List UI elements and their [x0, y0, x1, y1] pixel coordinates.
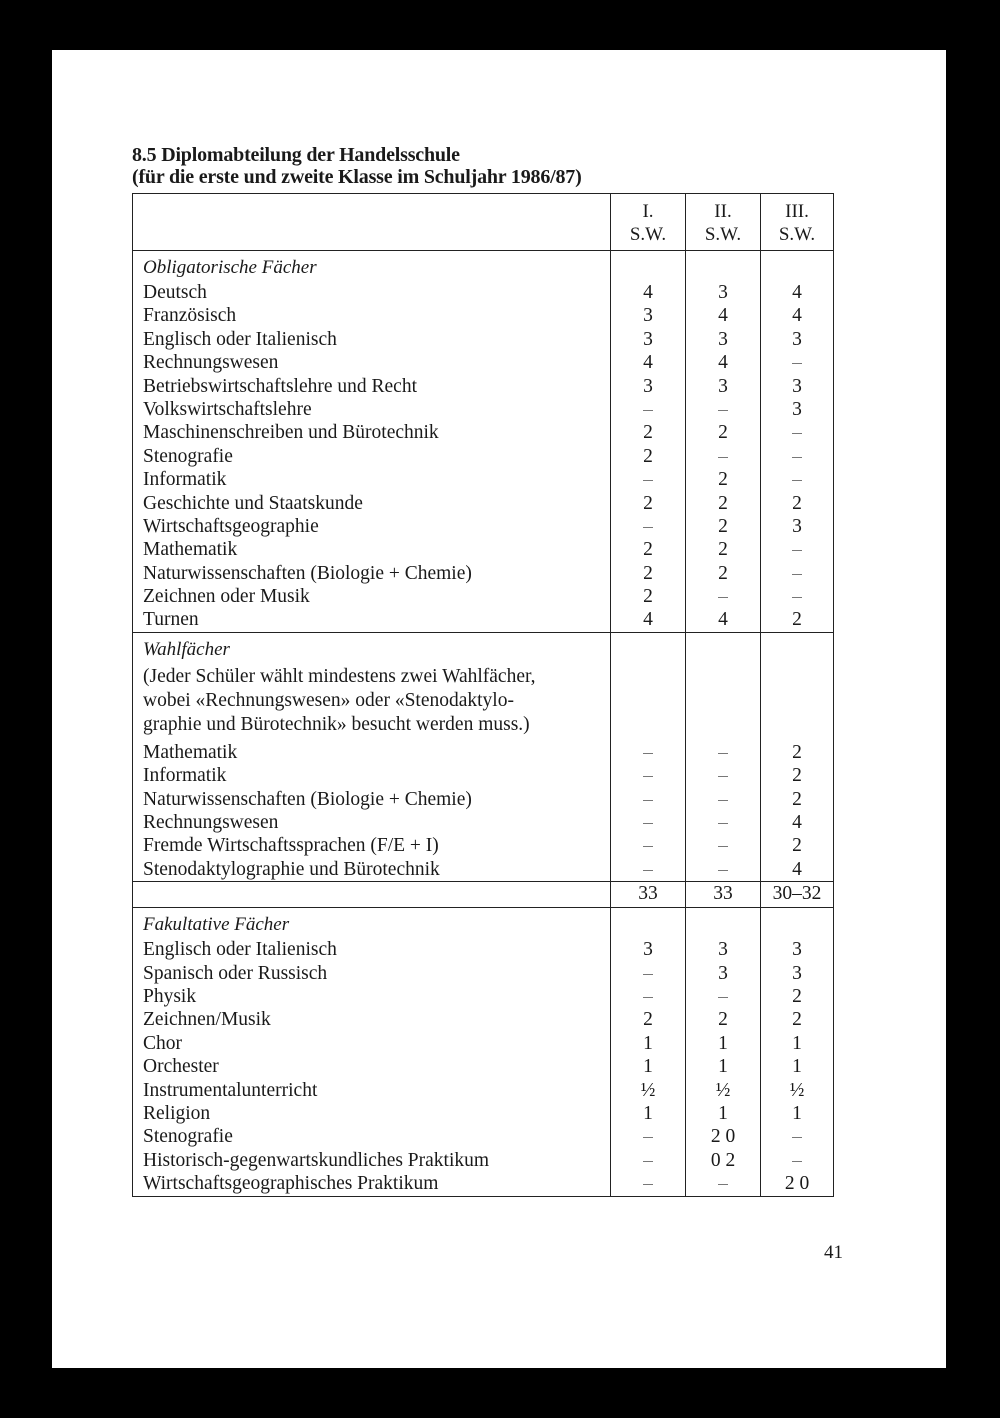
section-wahl	[132, 632, 834, 881]
hours-value: 4	[643, 282, 653, 303]
obligatorisch-col-1	[610, 251, 685, 632]
hours-value: –	[718, 1173, 728, 1195]
subject-name: Rechnungswesen	[143, 812, 279, 834]
hours-value: –	[643, 515, 653, 537]
fakultativ-subject-list	[143, 938, 610, 1195]
hours-value: 4	[792, 282, 802, 303]
subject-name: Zeichnen/Musik	[143, 1009, 271, 1031]
subject-name: Instrumentalunterricht	[143, 1079, 318, 1101]
hours-value: 2	[792, 492, 802, 514]
header-col-3-year: III.	[785, 201, 809, 222]
hours-value: 3	[792, 939, 802, 961]
totals-row	[132, 881, 834, 907]
hours-value: 3	[792, 515, 802, 537]
section-obligatorisch	[132, 250, 834, 632]
hours-value: ½	[640, 1079, 656, 1101]
heading-line-1: 8.5 Diplomabteilung der Handelsschule	[132, 144, 460, 166]
wahl-col-1	[610, 633, 685, 881]
subject-name: Turnen	[143, 609, 199, 631]
hours-value: –	[792, 539, 802, 561]
hours-value: 4	[718, 352, 728, 374]
fakultativ-col-1	[610, 908, 685, 1195]
wahl-title: Wahlfächer	[143, 638, 230, 660]
obligatorisch-col-3	[760, 251, 834, 632]
subject-name: Geschichte und Staatskunde	[143, 492, 363, 514]
hours-value: 4	[792, 812, 802, 834]
wahl-label-cell	[132, 633, 610, 881]
hours-value: –	[718, 858, 728, 880]
wahl-note-line: graphie und Bürotechnik» besucht werden muss.)	[143, 713, 530, 735]
subject-name: Stenografie	[143, 1126, 233, 1148]
section-heading	[132, 144, 582, 188]
hours-value: 0 2	[710, 1149, 736, 1171]
wahl-subject-list	[143, 741, 610, 881]
subject-name: Stenografie	[143, 445, 233, 467]
hours-value: –	[718, 445, 728, 467]
hours-value: ½	[789, 1079, 805, 1101]
hours-value: 2	[718, 422, 728, 444]
header-col-2-unit: S.W.	[704, 224, 742, 245]
subject-name: Stenodaktylographie und Bürotechnik	[143, 858, 440, 880]
hours-value: 2	[643, 562, 653, 584]
hours-value: 3	[792, 375, 802, 397]
document-page	[52, 50, 946, 1368]
hours-value: –	[718, 788, 728, 810]
hours-value: 4	[792, 305, 802, 327]
hours-value: 2	[792, 985, 802, 1007]
hours-value: 2 0	[784, 1173, 810, 1195]
hours-value: –	[643, 469, 653, 491]
header-col-2-year: II.	[714, 201, 732, 222]
hours-value: –	[643, 812, 653, 834]
subject-name: Volkswirtschaftslehre	[143, 398, 312, 420]
hours-value: 3	[718, 939, 728, 961]
hours-value: –	[718, 765, 728, 787]
hours-value: 2	[643, 445, 653, 467]
hours-value: 2	[792, 835, 802, 857]
hours-value: 2	[718, 562, 728, 584]
hours-value: 2	[792, 741, 802, 763]
hours-value: –	[643, 1173, 653, 1195]
hours-value: –	[643, 962, 653, 984]
hours-value: –	[643, 835, 653, 857]
subject-name: Englisch oder Italienisch	[143, 939, 337, 961]
subject-name: Physik	[143, 985, 197, 1007]
hours-value: –	[792, 1149, 802, 1171]
hours-value: 3	[643, 375, 653, 397]
page-number: 41	[824, 1242, 843, 1263]
hours-value: 4	[718, 305, 728, 327]
wahl-col-2	[685, 633, 760, 881]
hours-value: 2	[718, 492, 728, 514]
header-col-3	[760, 194, 834, 250]
subject-name: Betriebswirtschaftslehre und Recht	[143, 375, 417, 397]
header-col-2	[685, 194, 760, 250]
header-col-1-unit: S.W.	[629, 224, 667, 245]
wahl-note-line: (Jeder Schüler wählt mindestens zwei Wahlfächer,	[143, 665, 536, 687]
hours-value: 4	[643, 609, 653, 631]
hours-value: 2	[792, 1009, 802, 1031]
hours-value: 2	[643, 539, 653, 561]
header-col-1	[610, 194, 685, 250]
subject-name: Informatik	[143, 469, 227, 491]
hours-value: –	[718, 985, 728, 1007]
hours-value: –	[643, 765, 653, 787]
hours-value: 3	[643, 939, 653, 961]
hours-value: 2	[718, 515, 728, 537]
hours-value: 3	[792, 328, 802, 350]
totals-label-cell	[132, 882, 610, 907]
subject-name: Spanisch oder Russisch	[143, 962, 328, 984]
hours-value: 2	[643, 1009, 653, 1031]
hours-value: 3	[718, 375, 728, 397]
subject-name: Naturwissenschaften (Biologie + Chemie)	[143, 562, 472, 584]
subject-name: Maschinenschreiben und Bürotechnik	[143, 422, 439, 444]
hours-value: 1	[643, 1102, 653, 1124]
subject-name: Wirtschaftsgeographie	[143, 515, 319, 537]
hours-value: 2	[643, 586, 653, 608]
hours-value: 1	[718, 1102, 728, 1124]
subject-name: Historisch-gegenwartskundliches Praktikum	[143, 1149, 490, 1171]
subject-name: Informatik	[143, 765, 227, 787]
obligatorisch-col-2	[685, 251, 760, 632]
hours-value: 2	[718, 539, 728, 561]
hours-value: –	[718, 835, 728, 857]
fakultativ-col-2	[685, 908, 760, 1195]
hours-value: –	[792, 1126, 802, 1148]
hours-value: –	[643, 741, 653, 763]
hours-value: 1	[792, 1102, 802, 1124]
subject-name: Religion	[143, 1102, 211, 1124]
subject-name: Deutsch	[143, 282, 207, 303]
hours-value: 2	[792, 765, 802, 787]
header-col-3-unit: S.W.	[778, 224, 816, 245]
wahl-note-line: wobei «Rechnungswesen» oder «Stenodaktylo-	[143, 689, 514, 711]
subject-name: Wirtschaftsgeographisches Praktikum	[143, 1173, 439, 1195]
subject-name: Rechnungswesen	[143, 352, 279, 374]
hours-value: –	[718, 586, 728, 608]
subject-name: Orchester	[143, 1056, 219, 1078]
hours-value: –	[792, 562, 802, 584]
hours-value: 3	[643, 328, 653, 350]
hours-value: 2	[792, 609, 802, 631]
heading-line-2: (für die erste und zweite Klasse im Schuljahr 1986/87)	[132, 166, 582, 188]
subject-name: Französisch	[143, 305, 237, 327]
hours-value: 4	[643, 352, 653, 374]
total-col-1: 33	[610, 882, 685, 907]
subject-name: Zeichnen oder Musik	[143, 586, 310, 608]
hours-value: 3	[792, 962, 802, 984]
wahl-note	[143, 663, 610, 741]
hours-value: 1	[643, 1032, 653, 1054]
hours-value: 2 0	[710, 1126, 736, 1148]
hours-value: 1	[792, 1032, 802, 1054]
total-col-2: 33	[685, 882, 760, 907]
hours-value: –	[718, 398, 728, 420]
header-blank-cell	[132, 194, 610, 250]
hours-value: 1	[643, 1056, 653, 1078]
hours-value: 3	[718, 962, 728, 984]
subject-name: Mathematik	[143, 741, 238, 763]
hours-value: –	[643, 1149, 653, 1171]
hours-value: –	[643, 1126, 653, 1148]
hours-value: –	[792, 469, 802, 491]
subject-hours-table	[132, 193, 834, 1197]
hours-value: ½	[715, 1079, 731, 1101]
obligatorisch-subject-list	[143, 281, 610, 632]
subject-name: Chor	[143, 1032, 182, 1054]
hours-value: 2	[792, 788, 802, 810]
hours-value: 2	[643, 422, 653, 444]
hours-value: 3	[792, 398, 802, 420]
hours-value: –	[792, 445, 802, 467]
hours-value: –	[792, 422, 802, 444]
subject-name: Naturwissenschaften (Biologie + Chemie)	[143, 788, 472, 810]
hours-value: 2	[718, 1009, 728, 1031]
hours-value: 2	[718, 469, 728, 491]
obligatorisch-label-cell	[132, 251, 610, 632]
fakultativ-col-3	[760, 908, 834, 1195]
hours-value: 1	[718, 1032, 728, 1054]
subject-name: Englisch oder Italienisch	[143, 328, 337, 350]
obligatorisch-title: Obligatorische Fächer	[143, 257, 317, 278]
hours-value: –	[643, 788, 653, 810]
subject-name: Fremde Wirtschaftssprachen (F/E + I)	[143, 835, 439, 857]
table-header-row	[132, 193, 834, 250]
hours-value: 4	[792, 858, 802, 880]
hours-value: 1	[718, 1056, 728, 1078]
hours-value: –	[792, 352, 802, 374]
subject-name: Mathematik	[143, 539, 238, 561]
hours-value: 2	[643, 492, 653, 514]
hours-value: 3	[718, 328, 728, 350]
fakultativ-label-cell	[132, 908, 610, 1195]
hours-value: –	[643, 398, 653, 420]
total-col-3: 30–32	[760, 882, 834, 907]
header-col-1-year: I.	[642, 201, 654, 222]
hours-value: –	[718, 812, 728, 834]
hours-value: 4	[718, 609, 728, 631]
hours-value: –	[792, 586, 802, 608]
wahl-col-3	[760, 633, 834, 881]
hours-value: 1	[792, 1056, 802, 1078]
fakultativ-title: Fakultative Fächer	[143, 914, 290, 936]
hours-value: 3	[718, 282, 728, 303]
hours-value: –	[643, 985, 653, 1007]
hours-value: –	[718, 741, 728, 763]
section-fakultativ	[132, 907, 834, 1196]
hours-value: 3	[643, 305, 653, 327]
hours-value: –	[643, 858, 653, 880]
